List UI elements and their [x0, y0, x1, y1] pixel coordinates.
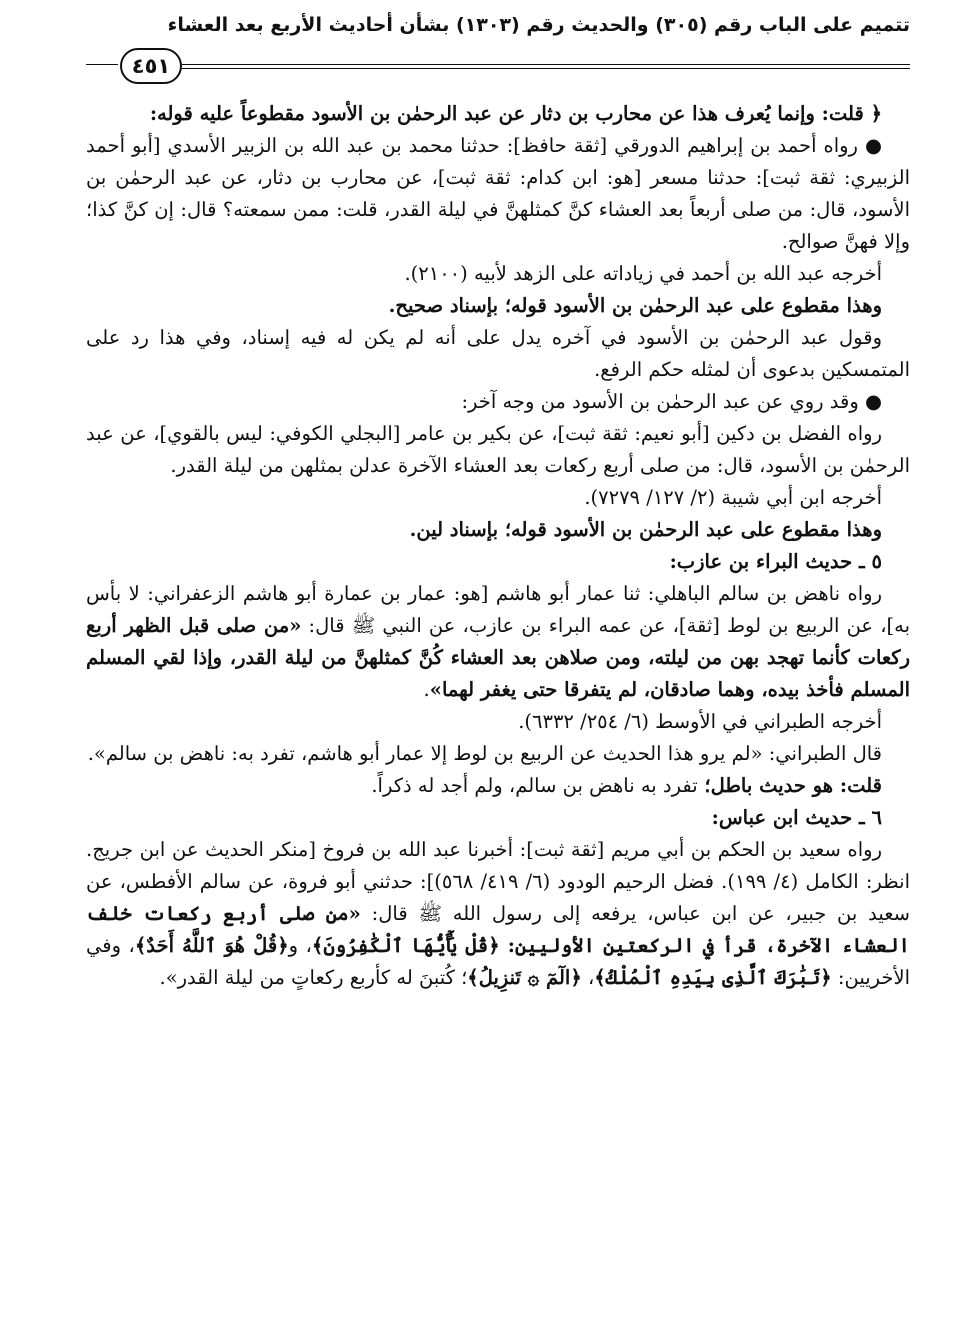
bold-text-segment: ﴿ قلت: وإنما يُعرف هذا عن محارب بن دثار عن عبد الرحمٰن بن الأسود مقطوعاً عليه قوله:: [149, 102, 882, 125]
header-title: تتميم على الباب رقم (٣٠٥) والحديث رقم (١٣٠٣) بشأن أحاديث الأربع بعد العشاء: [167, 14, 910, 36]
bold-text-segment: ﴿تَبَٰرَكَ ٱلَّذِى بِيَدِهِ ٱلْمُلْكُ﴾: [594, 966, 832, 989]
paragraph: [86, 482, 910, 514]
text-segment: رواه الفضل بن دكين [أبو نعيم: ثقة ثبت]، عن بكير بن عامر [البجلي الكوفي: ليس بالقوي]، عن عبد الرحمٰن بن الأسود، قال: من صلى أربع ركعات بعد العشاء الآخرة عدلن بمثلهن من ليلة القدر.: [86, 422, 910, 477]
header-rule-left: [86, 64, 118, 65]
text-segment: أخرجه الطبراني في الأوسط (٦/ ٢٥٤/ ٦٣٣٢).: [518, 710, 882, 733]
header-rule-inner: [182, 68, 910, 69]
bold-text-segment: ﴿الٓمٓ ۞ تَنزِيلُ﴾: [467, 966, 582, 989]
bold-text-segment: «من صلى أربع ركعات خلف العشاء الآخرة، قرأ في الركعتين الأوليين:: [86, 902, 910, 957]
text-segment: وقول عبد الرحمٰن بن الأسود في آخره يدل على أنه لم يكن له فيه إسناد، وفي هذا رد على المتمسكين بدعوى أن لمثله حكم الرفع.: [86, 326, 910, 381]
bold-text-segment: ﴿قُلْ هُوَ ٱللَّهُ أَحَدٌ﴾: [134, 934, 289, 957]
text-segment: قال الطبراني: «لم يرو هذا الحديث عن الربيع بن لوط إلا عمار أبو هاشم، تفرد به: ناهض بن سالم».: [87, 742, 882, 765]
paragraph: [86, 770, 910, 802]
paragraph: [86, 578, 910, 706]
body-text: [86, 98, 910, 994]
paragraph: [86, 418, 910, 482]
paragraph: [86, 322, 910, 386]
paragraph: [86, 514, 910, 546]
bold-text-segment: وهذا مقطوع على عبد الرحمٰن بن الأسود قوله؛ بإسناد لين.: [409, 518, 882, 541]
header-rule: [182, 64, 910, 65]
bold-text-segment: قلت: هو حديث باطل؛: [697, 774, 882, 797]
text-segment: رواه سعيد بن الحكم بن أبي مريم [ثقة ثبت]: أخبرنا عبد الله بن فروخ [منكر الحديث عن ابن جريج. انظر: الكامل (٤/ ١٩٩). فضل الرحيم الودود (٦/ ٤١٩/ ٥٦٨)]: حدثني أبو فروة، عن سالم الأفطس، عن سعيد بن جبير، عن ابن عباس، يرفعه إلى رسول الله ﷺ قال:: [86, 838, 910, 925]
bold-text-segment: وهذا مقطوع على عبد الرحمٰن بن الأسود قوله؛ بإسناد صحيح.: [388, 294, 882, 317]
paragraph: [86, 130, 910, 258]
bold-text-segment: ٦ ـ حديث ابن عباس:: [711, 806, 882, 829]
paragraph: [86, 706, 910, 738]
text-segment: ؛ كُتبنَ له كأربع ركعاتٍ من ليلة القدر».: [159, 966, 468, 989]
paragraph: [86, 802, 910, 834]
bold-text-segment: ﴿قُلْ يَٰٓأَيُّهَا ٱلْكَٰفِرُونَ﴾: [311, 934, 500, 957]
text-segment: ،: [581, 966, 595, 989]
text-segment: تفرد به ناهض بن سالم، ولم أجد له ذكراً.: [371, 774, 698, 797]
text-segment: ● رواه أحمد بن إبراهيم الدورقي [ثقة حافظ]: حدثنا محمد بن عبد الله بن الزبير الأسدي [أبو أحمد الزبيري: ثقة ثبت]: حدثنا مسعر [هو: ابن كدام: ثقة ثبت]، عن محارب بن دثار، عن عبد الرحمٰن بن الأسود، قال: من صلى أربعاً بعد العشاء كنَّ كمثلهنَّ في ليلة القدر، قلت: ممن سمعته؟ قال: إن كنَّ كذا؛ وإلا فهنَّ صوالح.: [86, 134, 910, 253]
paragraph: [86, 834, 910, 994]
page-number: ٤٥١: [120, 48, 182, 84]
bold-text-segment: ٥ ـ حديث البراء بن عازب:: [669, 550, 882, 573]
paragraph: [86, 258, 910, 290]
text-segment: أخرجه ابن أبي شيبة (٢/ ١٢٧/ ٧٢٧٩).: [584, 486, 882, 509]
running-header: [86, 10, 910, 90]
paragraph: [86, 738, 910, 770]
paragraph: [86, 290, 910, 322]
bold-text-segment: «من صلى قبل الظهر أربع ركعات كأنما تهجد بهن من ليلته، ومن صلاهن بعد العشاء كُنَّ كمثلهنَّ من ليلة القدر، وإذا لقي المسلم المسلم فأخذ بيده، وهما صادقان، لم يتفرقا حتى يغفر لهما»: [86, 614, 910, 701]
paragraph: [86, 546, 910, 578]
text-segment: أخرجه عبد الله بن أحمد في زياداته على الزهد لأبيه (٢١٠٠).: [404, 262, 882, 285]
paragraph: [86, 98, 910, 130]
paragraph: [86, 386, 910, 418]
text-segment: رواه ناهض بن سالم الباهلي: ثنا عمار أبو هاشم [هو: عمار بن عمارة أبو هاشم الزعفراني: لا بأس به]، عن الربيع بن لوط [ثقة]، عن عمه البراء بن عازب، عن النبي ﷺ قال:: [86, 582, 910, 637]
text-segment: ● وقد روي عن عبد الرحمٰن بن الأسود من وجه آخر:: [461, 390, 882, 413]
text-segment: ، وفي الأخريين:: [86, 934, 910, 989]
text-segment: ، و: [288, 934, 312, 957]
text-segment: .: [423, 678, 430, 701]
